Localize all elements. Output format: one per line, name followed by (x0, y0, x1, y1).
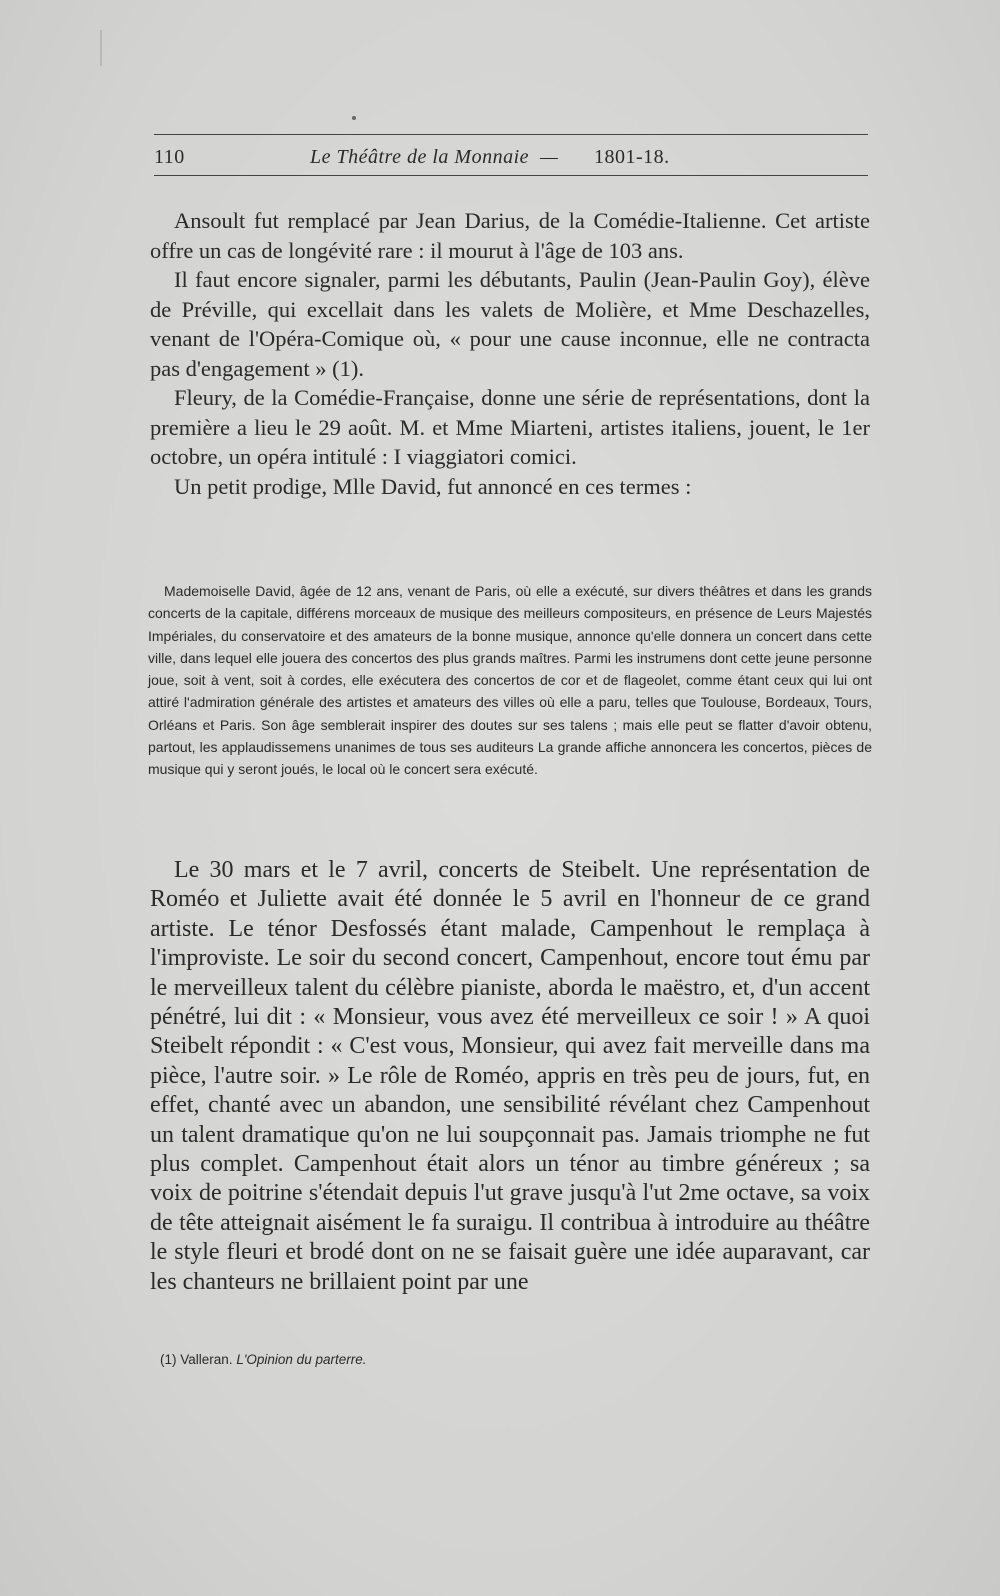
closing-text (150, 856, 870, 1297)
running-title: Le Théâtre de la Monnaie — (310, 146, 559, 168)
header-top-rule (154, 134, 868, 135)
paragraph: Il faut encore signaler, parmi les débutants, Paulin (Jean-Paulin Goy), élève de Préville, qui excellait dans les valets de Molière, et Mme Deschazelles, venant de l'Opéra-Comique où, « pour une cause inconnue, elle ne contracta pas d'engagement » (1). (150, 267, 870, 381)
margin-mark (100, 30, 102, 66)
header-bottom-rule (154, 175, 868, 176)
paragraph: Le 30 mars et le 7 avril, concerts de Steibelt. Une représentation de Roméo et Juliette avait été donnée le 5 avril en l'honneur de ce grand artiste. Le ténor Desfossés étant malade, Campenhout le remplaça à l'improviste. Le soir du second concert, Campenhout, encore tout ému par le merveilleux talent du célèbre pianiste, aborda le maëstro, et, d'un accent pénétré, lui dit : « Monsieur, vous avez été merveilleux ce soir ! » A quoi Steibelt répondit : « C'est vous, Monsieur, qui avez fait merveille dans ma pièce, l'autre soir. » Le rôle de Roméo, appris en très peu de jours, fut, en effet, chanté avec un abandon, une sensibilité révélant chez Campenhout un talent dramatique qu'on ne lui soupçonnait pas. Jamais triomphe ne fut plus complet. Campenhout était alors un ténor au timbre généreux ; sa voix de poitrine s'étendait depuis l'ut grave jusqu'à l'ut 2me octave, sa voix de tête atteignait aisément le fa suraigu. Il contribua à introduire au théâtre le style fleuri et brodé dont on ne se faisait guère une idée auparavant, car les chanteurs ne brillaient point par une (150, 857, 870, 1295)
running-dates: 1801-18. (594, 146, 670, 168)
footnote (160, 1352, 366, 1367)
paragraph: Un petit prodige, Mlle David, fut annoncé en ces termes : (174, 473, 692, 499)
page-number: 110 (154, 146, 185, 168)
footnote-source: L'Opinion du parterre. (236, 1352, 367, 1367)
opening-text (150, 206, 870, 501)
footnote-author: Valleran. (180, 1352, 233, 1367)
ink-dot (352, 116, 356, 120)
paragraph: Fleury, de la Comédie-Française, donne une série de représentations, dont la première a lieu le 29 août. M. et Mme Miarteni, artistes italiens, jouent, le 1er octobre, un opéra intitulé : I viaggiatori comici. (150, 385, 870, 469)
footnote-number: (1) (160, 1352, 177, 1367)
block-quote: Mademoiselle David, âgée de 12 ans, venant de Paris, où elle a exécuté, sur divers théâtres et dans les grands concerts de la capitale, différens morceaux de musique des meilleurs compositeurs, en présence de Leurs Majestés Impériales, du conservatoire et des amateurs de la bonne musique, annonce qu'elle donnera un concert dans cette ville, dans lequel elle jouera des concertos des plus grands maîtres. Parmi les instrumens dont cette jeune personne joue, soit à vent, soit à cordes, elle exécutera des concertos de cor et de flageolet, comme étant ceux qui lui ont attiré l'admiration générale des artistes et amateurs des villes où elle a paru, telles que Toulouse, Bordeaux, Tours, Orléans et Paris. Son âge semblerait inspirer des doutes sur ses talens ; mais elle peut se flatter d'avoir obtenu, partout, les applaudissemens unanimes de tous ses auditeurs La grande affiche annoncera les concertos, pièces de musique qui y seront joués, le local où le concert sera exécuté. (148, 583, 872, 778)
paragraph: Ansoult fut remplacé par Jean Darius, de la Comédie-Italienne. Cet artiste offre un cas de longévité rare : il mourut à l'âge de 103 ans. (150, 208, 870, 263)
